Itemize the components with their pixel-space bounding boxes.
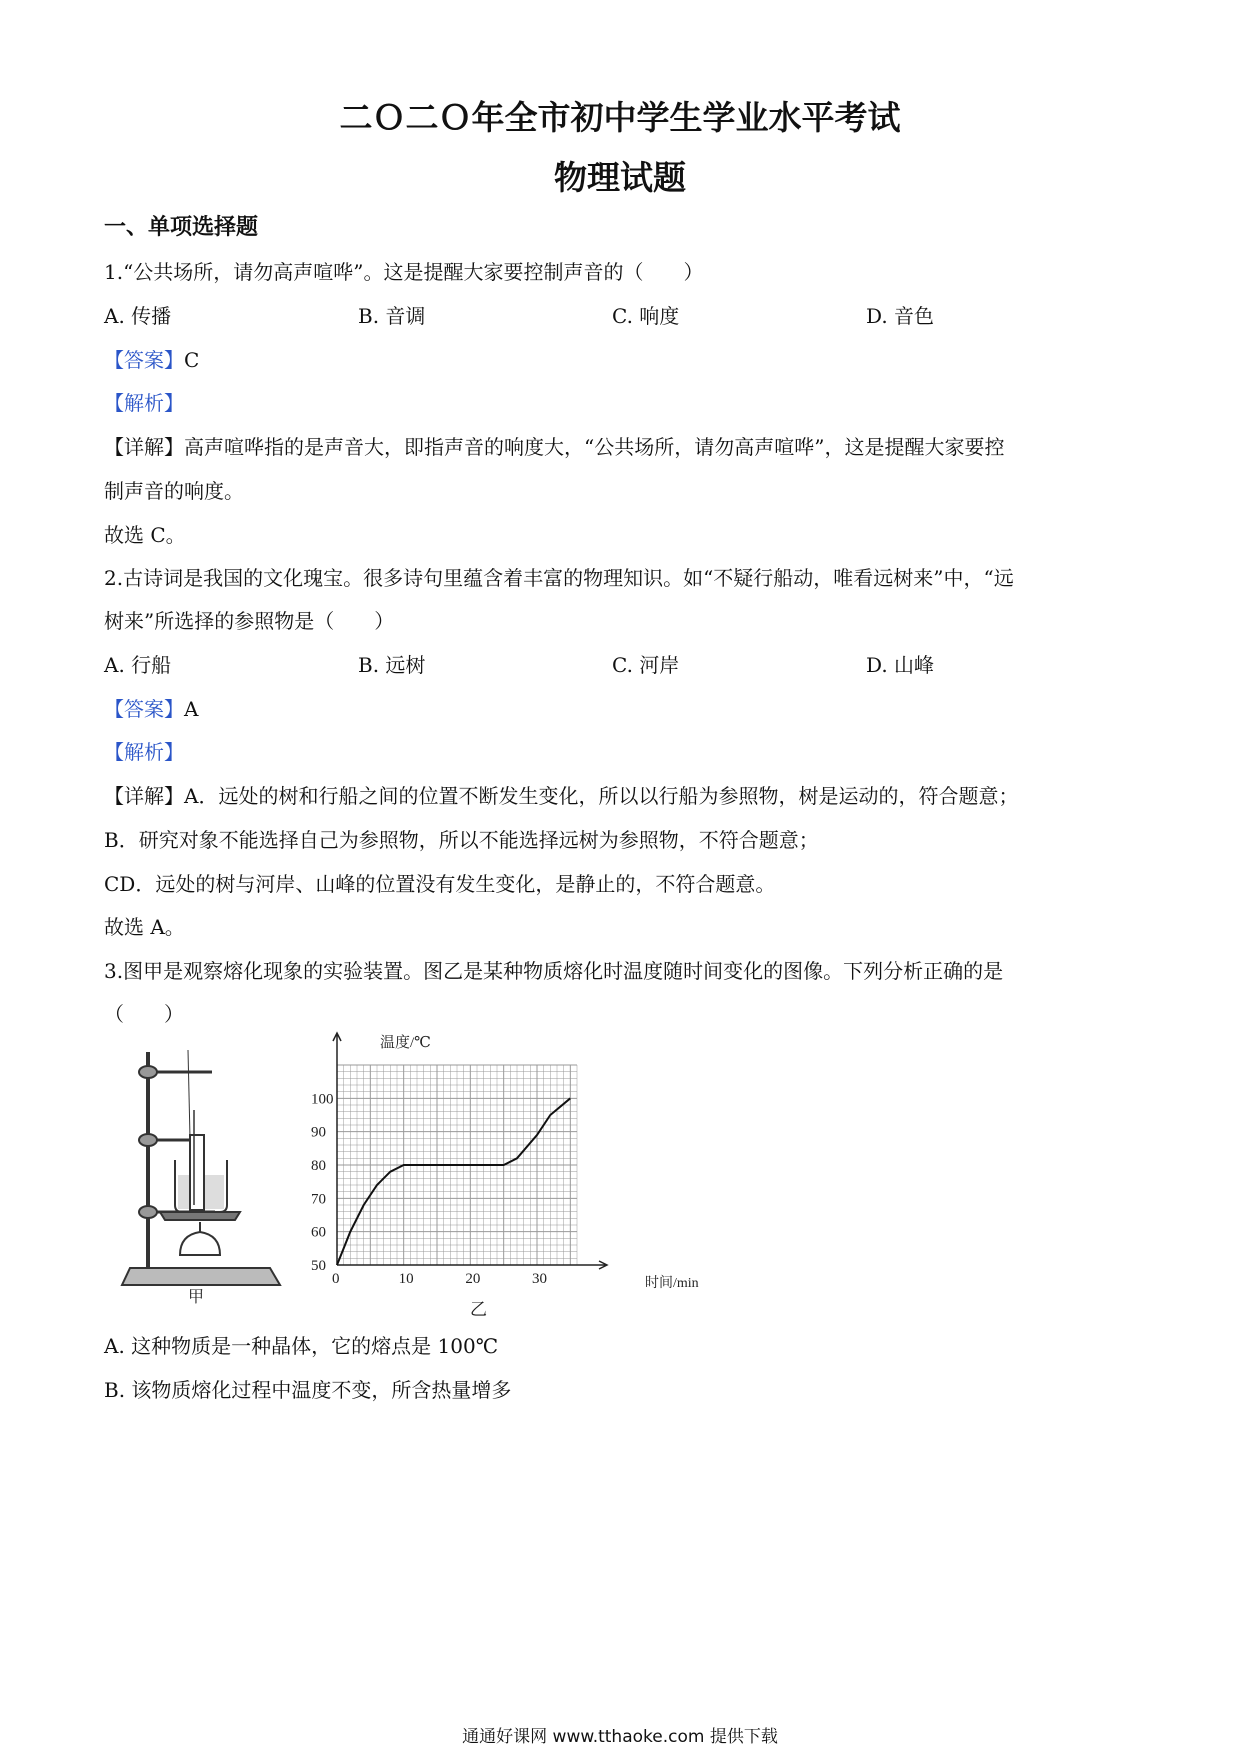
q2-answer xyxy=(104,693,198,722)
q1-stem: 1.“公共场所，请勿高声喧哗”。这是提醒大家要控制声音的（ ） xyxy=(104,260,704,284)
x-tick-label: 0 xyxy=(332,1271,340,1287)
temperature-chart xyxy=(311,1025,720,1325)
q2-detail-line2: B．研究对象不能选择自己为参照物，所以不能选择远树为参照物，不符合题意； xyxy=(104,828,819,852)
detail-text: 高声喧哗指的是声音大，即指声音的响度大，“公共场所，请勿高声喧哗”，这是提醒大家要控 xyxy=(184,435,1005,459)
q3-option-a: A. 这种物质是一种晶体，它的熔点是 100℃ xyxy=(104,1334,499,1358)
x-tick-label: 10 xyxy=(398,1271,414,1287)
answer-tag: 【答案】 xyxy=(104,348,184,372)
y-tick-label: 50 xyxy=(311,1258,326,1274)
burner xyxy=(180,1232,220,1255)
y-axis xyxy=(333,1033,341,1265)
q2-option-a: A. 行船 xyxy=(104,653,172,677)
q2-option-d: D. 山峰 xyxy=(866,653,935,677)
melting-curve xyxy=(337,1098,570,1265)
q2-analysis-tag: 【解析】 xyxy=(104,740,184,764)
x-tick-label: 30 xyxy=(532,1271,547,1287)
answer-tag: 【答案】 xyxy=(104,697,184,721)
q2-option-c: C. 河岸 xyxy=(612,653,680,677)
q2-stem-line2: 树来”所选择的参照物是（ ） xyxy=(104,609,395,633)
q2-stem-line1: 2.古诗词是我国的文化瑰宝。很多诗句里蕴含着丰富的物理知识。如“不疑行船动，唯看远树来”中，“远 xyxy=(104,566,1014,590)
q2-option-b: B. 远树 xyxy=(358,653,426,677)
q3-option-b: B. 该物质熔化过程中温度不变，所含热量增多 xyxy=(104,1378,512,1402)
stand-base xyxy=(122,1268,280,1285)
detail-text: A．远处的树和行船之间的位置不断发生变化，所以以行船为参照物，树是运动的，符合题意； xyxy=(184,784,1019,808)
y-tick-label: 80 xyxy=(311,1158,326,1174)
q1-option-a: A. 传播 xyxy=(104,304,172,328)
answer-value: C xyxy=(184,348,200,372)
y-tick-label: 100 xyxy=(311,1091,334,1108)
q1-option-c: C. 响度 xyxy=(612,304,680,328)
footer-text: 通通好课网 www.tthaoke.com 提供下载 xyxy=(462,1727,778,1747)
q1-analysis-tag: 【解析】 xyxy=(104,391,184,415)
q2-detail-line1 xyxy=(104,780,1018,809)
x-axis-label: 时间/min xyxy=(645,1276,699,1291)
q1-detail-line1 xyxy=(104,431,1004,460)
q1-option-b: B. 音调 xyxy=(358,304,426,328)
y-tick-label: 90 xyxy=(311,1124,326,1141)
answer-value: A xyxy=(184,697,199,721)
q2-detail-line3: CD．远处的树与河岸、山峰的位置没有发生变化，是静止的，不符合题意。 xyxy=(104,872,776,896)
figure-a-label: 甲 xyxy=(188,1289,205,1306)
q1-detail-line2: 制声音的响度。 xyxy=(104,479,244,503)
detail-tag: 【详解】 xyxy=(104,784,184,808)
test-tube xyxy=(190,1135,204,1210)
x-axis xyxy=(337,1261,607,1269)
q2-conclusion: 故选 A。 xyxy=(104,915,185,939)
q1-conclusion: 故选 C。 xyxy=(104,523,186,547)
y-tick-label: 70 xyxy=(311,1191,326,1208)
detail-tag: 【详解】 xyxy=(104,435,184,459)
q3-stem-line2: （ ） xyxy=(104,1002,184,1026)
figure-b-label: 乙 xyxy=(470,1300,487,1319)
q1-option-d: D. 音色 xyxy=(866,304,935,328)
apparatus-figure xyxy=(120,1040,300,1306)
gauze xyxy=(160,1212,240,1220)
y-axis-label: 温度/℃ xyxy=(380,1035,431,1051)
y-tick-label: 60 xyxy=(311,1224,326,1241)
q1-answer xyxy=(104,344,199,373)
exam-subtitle: 物理试题 xyxy=(554,158,686,197)
section-title: 一、单项选择题 xyxy=(104,215,259,240)
exam-title: 二Ｏ二Ｏ年全市初中学生学业水平考试 xyxy=(339,98,901,137)
q3-stem-line1: 3.图甲是观察熔化现象的实验装置。图乙是某种物质熔化时温度随时间变化的图像。下列分析正确的是 xyxy=(104,959,1004,983)
x-tick-label: 20 xyxy=(465,1271,481,1287)
